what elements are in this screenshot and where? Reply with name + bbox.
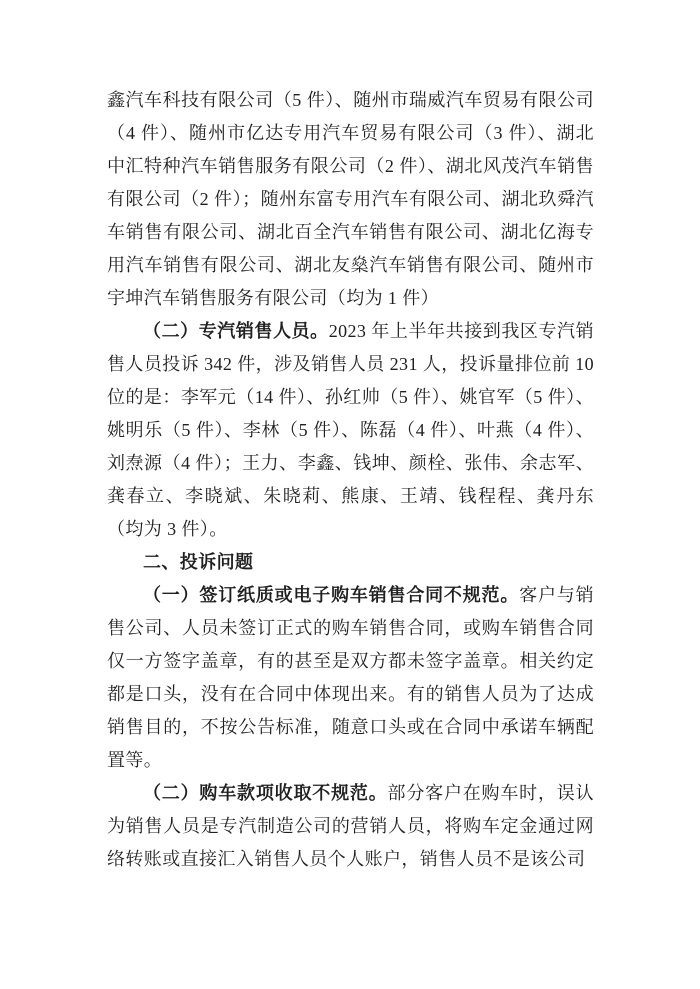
paragraph-payment-issue xyxy=(107,777,594,876)
section-heading-complaint-issues xyxy=(107,546,594,579)
paragraph-text: 2023 年上半年共接到我区专汽销售人员投诉 342 件，涉及销售人员 231 人，投诉量排位前 10 位的是：李军元（14 件）、孙红帅（5 件）、姚官军（5 件）、姚明乐（5 件）、李林（5 件）、陈磊（4 件）、叶燕（4 件）、刘焘源（4 件）；王力、李鑫、钱坤、颜栓、张伟、余志军、龚春立、李晓斌、朱晓莉、熊康、王靖、钱程程、龚丹东（均为 3 件）。 xyxy=(107,321,594,539)
heading-text: 二、投诉问题 xyxy=(143,552,254,572)
paragraph-sales-staff xyxy=(107,315,594,546)
document-content xyxy=(107,84,594,876)
paragraph-text: 客户与销售公司、人员未签订正式的购车销售合同，或购车销售合同仅一方签字盖章，有的甚至是双方都未签字盖章。相关约定都是口头，没有在合同中体现出来。有的销售人员为了达成销售目的，不按公告标准，随意口头或在合同中承诺车辆配置等。 xyxy=(107,585,594,770)
paragraph-lead: （二）专汽销售人员。 xyxy=(143,321,329,341)
paragraph-contract-issue xyxy=(107,579,594,777)
paragraph-companies-continued xyxy=(107,84,594,315)
paragraph-lead: （二）购车款项收取不规范。 xyxy=(143,783,388,803)
paragraph-lead: （一）签订纸质或电子购车销售合同不规范。 xyxy=(143,585,520,605)
paragraph-text: 鑫汽车科技有限公司（5 件）、随州市瑞威汽车贸易有限公司（4 件）、随州市亿达专用汽车贸易有限公司（3 件）、湖北中汇特种汽车销售服务有限公司（2 件）、湖北风茂汽车销售有限公司（2 件）；随州东富专用汽车有限公司、湖北玖舜汽车销售有限公司、湖北百全汽车销售有限公司、湖北亿海专用汽车销售有限公司、湖北友燊汽车销售有限公司、随州市宇坤汽车销售服务有限公司（均为 1 件） xyxy=(107,90,594,308)
paragraph-text: 部分客户在购车时，误认为销售人员是专汽制造公司的营销人员，将购车定金通过网络转账或直接汇入销售人员个人账户，销售人员不是该公司 xyxy=(107,783,594,869)
